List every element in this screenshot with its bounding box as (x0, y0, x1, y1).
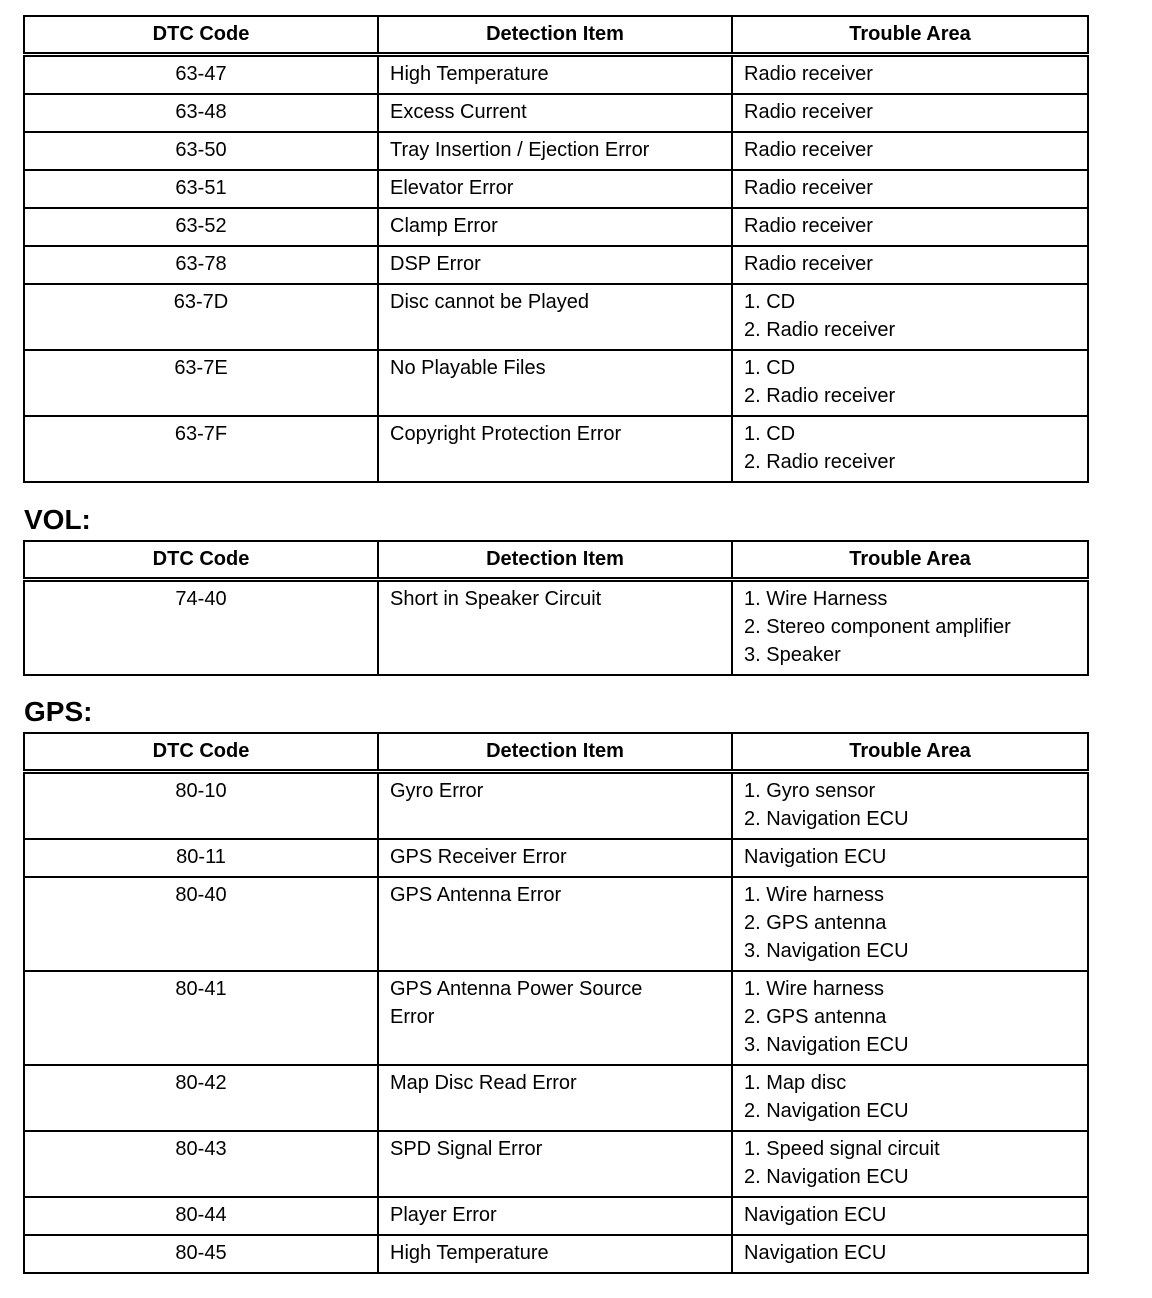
trouble-area-line: 1. CD (744, 291, 796, 313)
table-row (24, 416, 1088, 482)
trouble-area-cell (732, 839, 1088, 877)
trouble-area-cell (732, 350, 1088, 416)
trouble-area-cell (732, 170, 1088, 208)
dtc-code-cell: 63-51 (24, 170, 378, 208)
dtc-code-cell: 80-41 (24, 971, 378, 1065)
table-row (24, 1197, 1088, 1235)
detection-item-cell (378, 416, 732, 482)
dtc-code-cell: 80-11 (24, 839, 378, 877)
table-row (24, 350, 1088, 416)
trouble-area-line: 2. Radio receiver (744, 385, 896, 407)
table-row (24, 877, 1088, 971)
table-body (24, 55, 1088, 483)
trouble-area-line: 1. CD (744, 423, 796, 445)
table-row (24, 246, 1088, 284)
detection-item-cell (378, 208, 732, 246)
trouble-area-line: 2. Radio receiver (744, 319, 896, 341)
trouble-area-cell (732, 246, 1088, 284)
trouble-area-cell (732, 416, 1088, 482)
trouble-area-line: Radio receiver (744, 253, 873, 275)
column-header-trouble-area: Trouble Area (732, 16, 1088, 55)
table-body (24, 580, 1088, 676)
trouble-area-cell (732, 971, 1088, 1065)
detection-item-cell (378, 839, 732, 877)
trouble-area-line: 2. GPS antenna (744, 912, 887, 934)
dtc-code-cell: 63-7D (24, 284, 378, 350)
detection-item-line: High Temperature (390, 1242, 549, 1264)
table-row (24, 208, 1088, 246)
column-header-dtc-code: DTC Code (24, 16, 378, 55)
column-header-dtc-code: DTC Code (24, 733, 378, 772)
table-row (24, 284, 1088, 350)
column-header-detection-item: Detection Item (378, 733, 732, 772)
trouble-area-cell (732, 94, 1088, 132)
detection-item-cell (378, 1065, 732, 1131)
trouble-area-line: Radio receiver (744, 101, 873, 123)
trouble-area-line: Radio receiver (744, 139, 873, 161)
dtc-code-cell: 80-45 (24, 1235, 378, 1273)
detection-item-line: Clamp Error (390, 215, 498, 237)
dtc-code-cell: 63-7E (24, 350, 378, 416)
table-row (24, 55, 1088, 95)
dtc-code-cell: 80-44 (24, 1197, 378, 1235)
trouble-area-line: 1. Speed signal circuit (744, 1138, 940, 1160)
trouble-area-line: Radio receiver (744, 215, 873, 237)
detection-item-cell (378, 284, 732, 350)
trouble-area-cell (732, 284, 1088, 350)
detection-item-line: DSP Error (390, 253, 481, 275)
column-header-trouble-area: Trouble Area (732, 733, 1088, 772)
detection-item-cell (378, 94, 732, 132)
trouble-area-cell (732, 55, 1088, 95)
dtc-code-cell: 74-40 (24, 580, 378, 676)
trouble-area-line: Navigation ECU (744, 1204, 887, 1226)
trouble-area-cell (732, 877, 1088, 971)
trouble-area-line: 1. Wire harness (744, 884, 885, 906)
detection-item-cell (378, 350, 732, 416)
table-row (24, 1065, 1088, 1131)
detection-item-line: Player Error (390, 1204, 497, 1226)
dtc-code-cell: 63-7F (24, 416, 378, 482)
table-row (24, 1131, 1088, 1197)
table-header-row (24, 733, 1088, 772)
detection-item-line: Tray Insertion / Ejection Error (390, 139, 650, 161)
trouble-area-line: Radio receiver (744, 63, 873, 85)
detection-item-cell (378, 1235, 732, 1273)
column-header-trouble-area: Trouble Area (732, 541, 1088, 580)
trouble-area-line: 1. Gyro sensor (744, 780, 876, 802)
dtc-code-cell: 63-47 (24, 55, 378, 95)
trouble-area-cell (732, 1065, 1088, 1131)
section-heading-gps: GPS: (24, 696, 93, 727)
table-row (24, 94, 1088, 132)
detection-item-cell (378, 170, 732, 208)
trouble-area-line: 2. Navigation ECU (744, 808, 909, 830)
dtc-code-cell: 80-10 (24, 772, 378, 840)
detection-item-line: No Playable Files (390, 357, 546, 379)
detection-item-line: SPD Signal Error (390, 1138, 543, 1160)
trouble-area-line: 2. Stereo component amplifier (744, 616, 1011, 638)
detection-item-line: Map Disc Read Error (390, 1072, 577, 1094)
dtc-code-cell: 80-42 (24, 1065, 378, 1131)
detection-item-cell (378, 55, 732, 95)
table-row (24, 580, 1088, 676)
table-row (24, 839, 1088, 877)
trouble-area-line: 2. GPS antenna (744, 1006, 887, 1028)
column-header-dtc-code: DTC Code (24, 541, 378, 580)
trouble-area-line: 1. Wire Harness (744, 588, 888, 610)
trouble-area-cell (732, 1197, 1088, 1235)
trouble-area-cell (732, 208, 1088, 246)
detection-item-cell (378, 580, 732, 676)
trouble-area-line: 1. Wire harness (744, 978, 885, 1000)
trouble-area-line: 3. Navigation ECU (744, 940, 909, 962)
detection-item-line: Excess Current (390, 101, 527, 123)
dtc-code-cell: 63-52 (24, 208, 378, 246)
dtc-code-cell: 63-78 (24, 246, 378, 284)
detection-item-line: Short in Speaker Circuit (390, 588, 602, 610)
trouble-area-line: 2. Navigation ECU (744, 1100, 909, 1122)
column-header-detection-item: Detection Item (378, 16, 732, 55)
dtc-table-audio (23, 15, 1089, 483)
trouble-area-line: 2. Radio receiver (744, 451, 896, 473)
trouble-area-line: 3. Navigation ECU (744, 1034, 909, 1056)
detection-item-line: GPS Receiver Error (390, 846, 567, 868)
dtc-code-cell: 80-43 (24, 1131, 378, 1197)
table-header-row (24, 16, 1088, 55)
detection-item-line: Error (390, 1006, 435, 1028)
detection-item-line: Elevator Error (390, 177, 514, 199)
column-header-detection-item: Detection Item (378, 541, 732, 580)
trouble-area-cell (732, 1131, 1088, 1197)
detection-item-line: GPS Antenna Error (390, 884, 562, 906)
detection-item-cell (378, 772, 732, 840)
detection-item-cell (378, 132, 732, 170)
section-heading-vol: VOL: (24, 504, 91, 535)
detection-item-cell (378, 877, 732, 971)
detection-item-cell (378, 971, 732, 1065)
trouble-area-line: 2. Navigation ECU (744, 1166, 909, 1188)
detection-item-cell (378, 1197, 732, 1235)
table-body (24, 772, 1088, 1274)
dtc-code-cell: 80-40 (24, 877, 378, 971)
trouble-area-line: Navigation ECU (744, 846, 887, 868)
dtc-table-vol (23, 540, 1089, 676)
trouble-area-line: 1. Map disc (744, 1072, 847, 1094)
trouble-area-line: 1. CD (744, 357, 796, 379)
trouble-area-cell (732, 580, 1088, 676)
table-row (24, 170, 1088, 208)
detection-item-line: High Temperature (390, 63, 549, 85)
detection-item-line: Disc cannot be Played (390, 291, 590, 313)
trouble-area-line: Radio receiver (744, 177, 873, 199)
table-header-row (24, 541, 1088, 580)
trouble-area-cell (732, 132, 1088, 170)
trouble-area-cell (732, 1235, 1088, 1273)
table-row (24, 971, 1088, 1065)
trouble-area-cell (732, 772, 1088, 840)
dtc-table-gps (23, 732, 1089, 1274)
dtc-code-cell: 63-50 (24, 132, 378, 170)
detection-item-line: Gyro Error (390, 780, 484, 802)
detection-item-cell (378, 1131, 732, 1197)
dtc-code-cell: 63-48 (24, 94, 378, 132)
detection-item-cell (378, 246, 732, 284)
detection-item-line: Copyright Protection Error (390, 423, 622, 445)
trouble-area-line: Navigation ECU (744, 1242, 887, 1264)
trouble-area-line: 3. Speaker (744, 644, 841, 666)
table-row (24, 132, 1088, 170)
detection-item-line: GPS Antenna Power Source (390, 978, 643, 1000)
table-row (24, 772, 1088, 840)
table-row (24, 1235, 1088, 1273)
